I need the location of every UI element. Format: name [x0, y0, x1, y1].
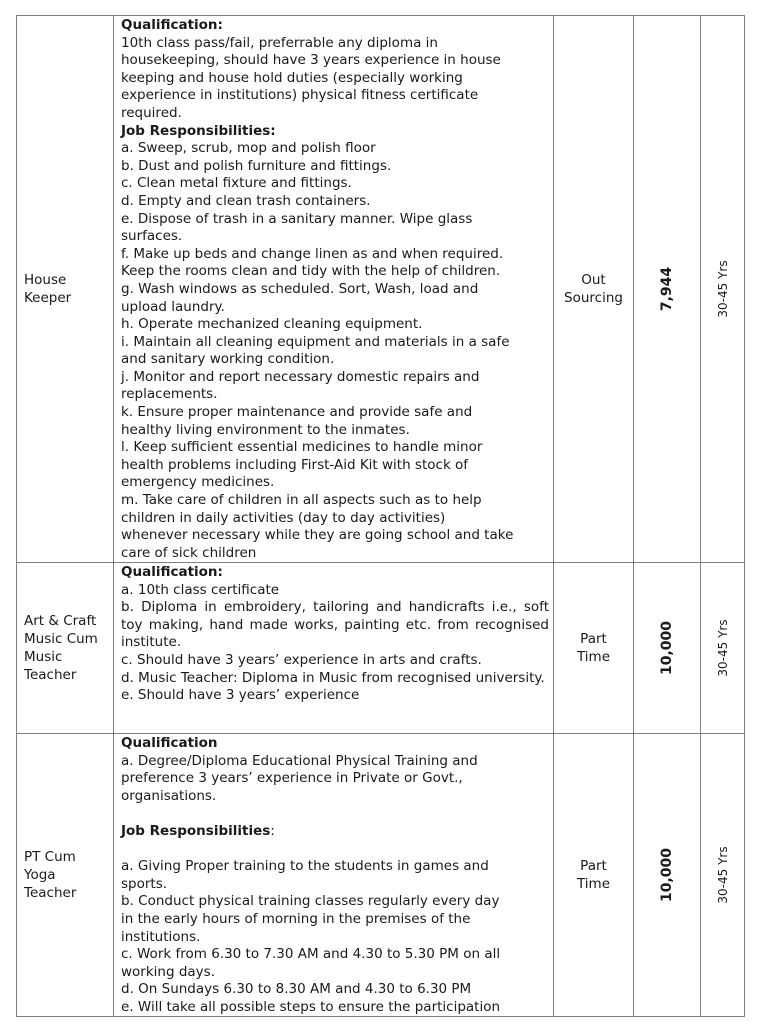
description-line	[121, 753, 549, 771]
description-line	[121, 175, 549, 193]
line-text: d. Music Teacher: Diploma in Music from recognised university.	[121, 669, 545, 686]
section-heading	[121, 123, 549, 141]
description-line	[121, 510, 549, 528]
line-text: c. Work from 6.30 to 7.30 AM and 4.30 to 5.30 PM on all	[121, 946, 501, 963]
description-line	[121, 140, 549, 158]
line-text: organisations.	[121, 787, 217, 804]
line-text: institutions.	[121, 928, 201, 945]
age-limit: 30-45 Yrs	[715, 260, 730, 318]
line-text: Keep the rooms clean and tidy with the help of children.	[121, 263, 501, 280]
line-text: c. Clean metal fixture and fittings.	[121, 175, 352, 192]
employment-mode: Part Time	[576, 858, 611, 892]
line-text: experience in institutions) physical fitness certificate	[121, 87, 479, 104]
heading-suffix: :	[270, 822, 275, 839]
description-line	[121, 788, 549, 806]
line-text: children in daily activities (day to day activities)	[121, 509, 446, 526]
post-cell	[17, 563, 114, 733]
line-text: healthy living environment to the inmates.	[121, 421, 410, 438]
description-line	[121, 946, 549, 964]
line-text: 10th class pass/fail, preferrable any diploma in	[121, 34, 438, 51]
line-text: Qualification:	[121, 564, 223, 580]
line-text: a. 10th class certificate	[121, 581, 280, 598]
line-text: health problems including First-Aid Kit with stock of	[121, 456, 469, 473]
line-text: a. Degree/Diploma Educational Physical Training and	[121, 752, 478, 769]
description-line	[121, 35, 549, 53]
line-text: e. Should have 3 years’ experience	[121, 687, 360, 704]
description-line	[121, 70, 549, 88]
line-text: and sanitary working condition.	[121, 351, 335, 368]
description-line	[121, 981, 549, 999]
section-heading	[121, 735, 549, 753]
line-text: m. Take care of children in all aspects such as to help	[121, 492, 482, 509]
description	[121, 735, 549, 1017]
description-line	[121, 687, 549, 705]
description-line	[121, 492, 549, 510]
line-text: h. Operate mechanized cleaning equipment.	[121, 316, 423, 333]
post-cell	[17, 16, 114, 562]
table-row-house-keeper	[17, 16, 744, 563]
line-text: sports.	[121, 875, 168, 892]
description	[121, 564, 549, 705]
description-line	[121, 404, 549, 422]
description-line	[121, 281, 549, 299]
description-line	[121, 105, 549, 123]
description-line	[121, 858, 549, 876]
line-text: e. Will take all possible steps to ensure the participation	[121, 998, 501, 1015]
line-text: Job Responsibilities:	[121, 122, 276, 139]
section-heading	[121, 823, 549, 841]
line-text: care of sick children	[121, 544, 257, 561]
description-line	[121, 211, 549, 229]
age-cell	[701, 16, 744, 562]
mode-cell	[554, 16, 634, 562]
description-line	[121, 964, 549, 982]
description-line	[121, 599, 549, 652]
line-text: i. Maintain all cleaning equipment and materials in a safe	[121, 333, 510, 350]
salary: 10,000	[659, 620, 675, 676]
description-cell	[114, 734, 554, 1016]
line-text: housekeeping, should have 3 years experience in house	[121, 52, 501, 69]
description-line	[121, 52, 549, 70]
description-line	[121, 876, 549, 894]
line-text: working days.	[121, 963, 215, 980]
description-line	[121, 652, 549, 670]
post-name: Art & Craft Music Cum Music Teacher	[24, 613, 98, 683]
employment-mode: Part Time	[576, 631, 611, 665]
description-line	[121, 457, 549, 475]
line-text: d. Empty and clean trash containers.	[121, 192, 371, 209]
line-text: d. On Sundays 6.30 to 8.30 AM and 4.30 to 6.30 PM	[121, 981, 472, 998]
description-line	[121, 263, 549, 281]
description-line	[121, 299, 549, 317]
description-line	[121, 527, 549, 545]
section-heading	[121, 17, 549, 35]
description-line	[121, 316, 549, 334]
line-text: Qualification	[121, 735, 218, 751]
line-text: c. Should have 3 years’ experience in arts and crafts.	[121, 651, 482, 668]
description-line	[121, 351, 549, 369]
description-line	[121, 893, 549, 911]
salary: 7,944	[659, 266, 675, 312]
post-cell	[17, 734, 114, 1016]
mode-cell	[554, 734, 634, 1016]
age-cell	[701, 563, 744, 733]
description-line	[121, 246, 549, 264]
description-line	[121, 386, 549, 404]
mode-cell	[554, 563, 634, 733]
salary-cell	[634, 734, 701, 1016]
description-line	[121, 228, 549, 246]
description-line	[121, 439, 549, 457]
section-heading	[121, 564, 549, 582]
line-text: l. Keep sufficient essential medicines to handle minor	[121, 439, 483, 456]
line-text: replacements.	[121, 386, 218, 403]
description-cell	[114, 16, 554, 562]
salary-cell	[634, 563, 701, 733]
job-table	[16, 15, 745, 1017]
line-text: preference 3 years’ experience in Private or Govt.,	[121, 770, 463, 787]
description-cell	[114, 563, 554, 733]
description-line	[121, 911, 549, 929]
line-text: g. Wash windows as scheduled. Sort, Wash, load and	[121, 280, 479, 297]
line-text: surfaces.	[121, 228, 183, 245]
line-text: Job Responsibilities	[121, 822, 271, 839]
line-text: required.	[121, 104, 182, 121]
line-text: a. Giving Proper training to the students in games and	[121, 858, 489, 875]
line-text: keeping and house hold duties (especially working	[121, 69, 463, 86]
description-line	[121, 334, 549, 352]
blank-line	[121, 841, 549, 859]
line-text: b. Diploma in embroidery, tailoring and handicrafts i.e., soft toy making, hand made works, painting etc. from recognised institute.	[121, 599, 549, 651]
line-text: emergency medicines.	[121, 474, 275, 491]
description-line	[121, 929, 549, 947]
description-line	[121, 474, 549, 492]
line-text: e. Dispose of trash in a sanitary manner. Wipe glass	[121, 210, 473, 227]
description-line	[121, 87, 549, 105]
description-line	[121, 369, 549, 387]
description-line	[121, 193, 549, 211]
description-line	[121, 999, 549, 1017]
line-text: f. Make up beds and change linen as and when required.	[121, 245, 504, 262]
line-text: upload laundry.	[121, 298, 225, 315]
post-name: PT Cum Yoga Teacher	[24, 849, 77, 901]
description-line	[121, 158, 549, 176]
salary-cell	[634, 16, 701, 562]
table-row-art-craft-music-teacher	[17, 563, 744, 734]
post-name: House Keeper	[24, 272, 72, 306]
line-text: j. Monitor and report necessary domestic repairs and	[121, 368, 480, 385]
employment-mode: Out Sourcing	[564, 272, 623, 306]
age-limit: 30-45 Yrs	[715, 846, 730, 904]
line-text: in the early hours of morning in the premises of the	[121, 910, 471, 927]
description-line	[121, 545, 549, 563]
line-text: whenever necessary while they are going school and take	[121, 527, 514, 544]
description-line	[121, 770, 549, 788]
description-line	[121, 582, 549, 600]
age-cell	[701, 734, 744, 1016]
line-text: b. Conduct physical training classes regularly every day	[121, 893, 500, 910]
description-line	[121, 422, 549, 440]
salary: 10,000	[659, 847, 675, 903]
blank-line	[121, 805, 549, 823]
table-row-pt-yoga-teacher	[17, 734, 744, 1016]
line-text: k. Ensure proper maintenance and provide safe and	[121, 404, 473, 421]
line-text: Qualification:	[121, 17, 223, 33]
line-text: b. Dust and polish furniture and fittings.	[121, 157, 392, 174]
description-line	[121, 670, 549, 688]
description	[121, 17, 549, 562]
age-limit: 30-45 Yrs	[715, 619, 730, 677]
line-text: a. Sweep, scrub, mop and polish floor	[121, 140, 376, 157]
